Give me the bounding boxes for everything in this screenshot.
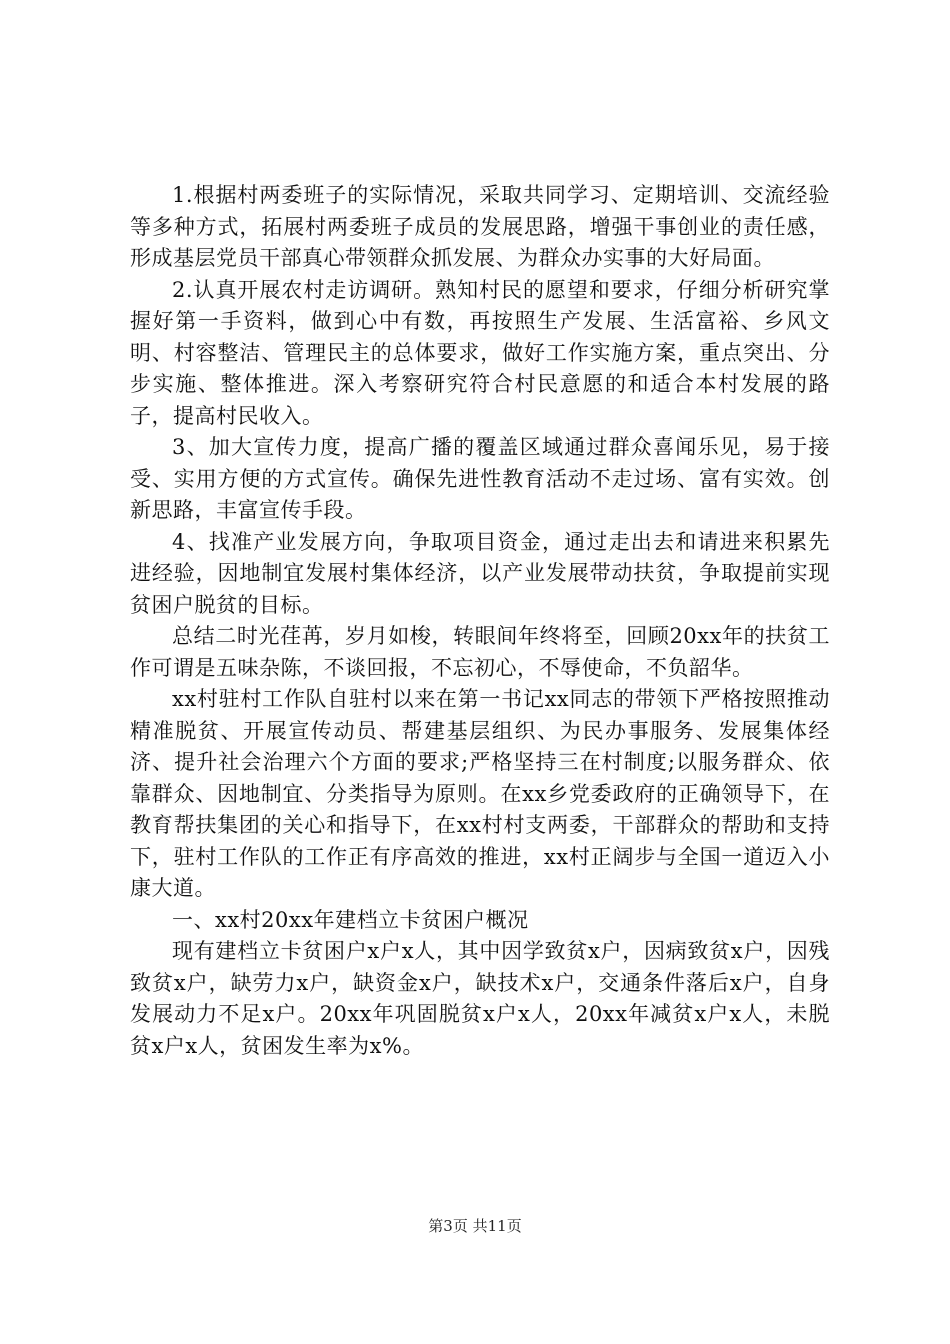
document-body (130, 180, 830, 1062)
paragraph-work-team: xx村驻村工作队自驻村以来在第一书记xx同志的带领下严格按照推动精准脱贫、开展宣传动员、帮建基层组织、为民办事服务、发展集体经济、提升社会治理六个方面的要求;严格坚持三在村制度;以服务群众、依靠群众、因地制宜、分类指导为原则。在xx乡党委政府的正确领导下，在教育帮扶集团的关心和指导下，在xx村村支两委，干部群众的帮助和支持下，驻村工作队的工作正有序高效的推进，xx村正阔步与全国一道迈入小康大道。 (130, 687, 830, 900)
section-heading: 一、xx村20xx年建档立卡贫困户概况 (172, 907, 529, 932)
paragraph-summary-intro: 总结二时光荏苒，岁月如梭，转眼间年终将至，回顾20xx年的扶贫工作可谓是五味杂陈，不谈回报，不忘初心，不辱使命，不负韶华。 (130, 624, 830, 680)
page-footer: 第3页 共11页 (428, 1217, 522, 1235)
paragraph-measure-2: 2.认真开展农村走访调研。熟知村民的愿望和要求，仔细分析研究掌握好第一手资料，做到心中有数，再按照生产发展、生活富裕、乡风文明、村容整洁、管理民主的总体要求，做好工作实施方案，重点突出、分步实施、整体推进。深入考察研究符合村民意愿的和适合本村发展的路子，提高村民收入。 (130, 277, 830, 428)
paragraph-measure-4: 4、找准产业发展方向，争取项目资金，通过走出去和请进来积累先进经验，因地制宜发展村集体经济，以产业发展带动扶贫，争取提前实现贫困户脱贫的目标。 (130, 529, 830, 617)
paragraph-measure-3: 3、加大宣传力度，提高广播的覆盖区域通过群众喜闻乐见，易于接受、实用方便的方式宣传。确保先进性教育活动不走过场、富有实效。创新思路，丰富宣传手段。 (130, 435, 830, 522)
paragraph-poverty-overview: 现有建档立卡贫困户x户x人，其中因学致贫x户，因病致贫x户，因残致贫x户，缺劳力x户，缺资金x户，缺技术x户，交通条件落后x户，自身发展动力不足x户。20xx年巩固脱贫x户x人，20xx年减贫x户x人，未脱贫x户x人，贫困发生率为x%。 (130, 939, 830, 1058)
paragraph-measure-1: 1.根据村两委班子的实际情况，采取共同学习、定期培训、交流经验等多种方式，拓展村两委班子成员的发展思路，增强干事创业的责任感，形成基层党员干部真心带领群众抓发展、为群众办实事的大好局面。 (130, 183, 830, 270)
